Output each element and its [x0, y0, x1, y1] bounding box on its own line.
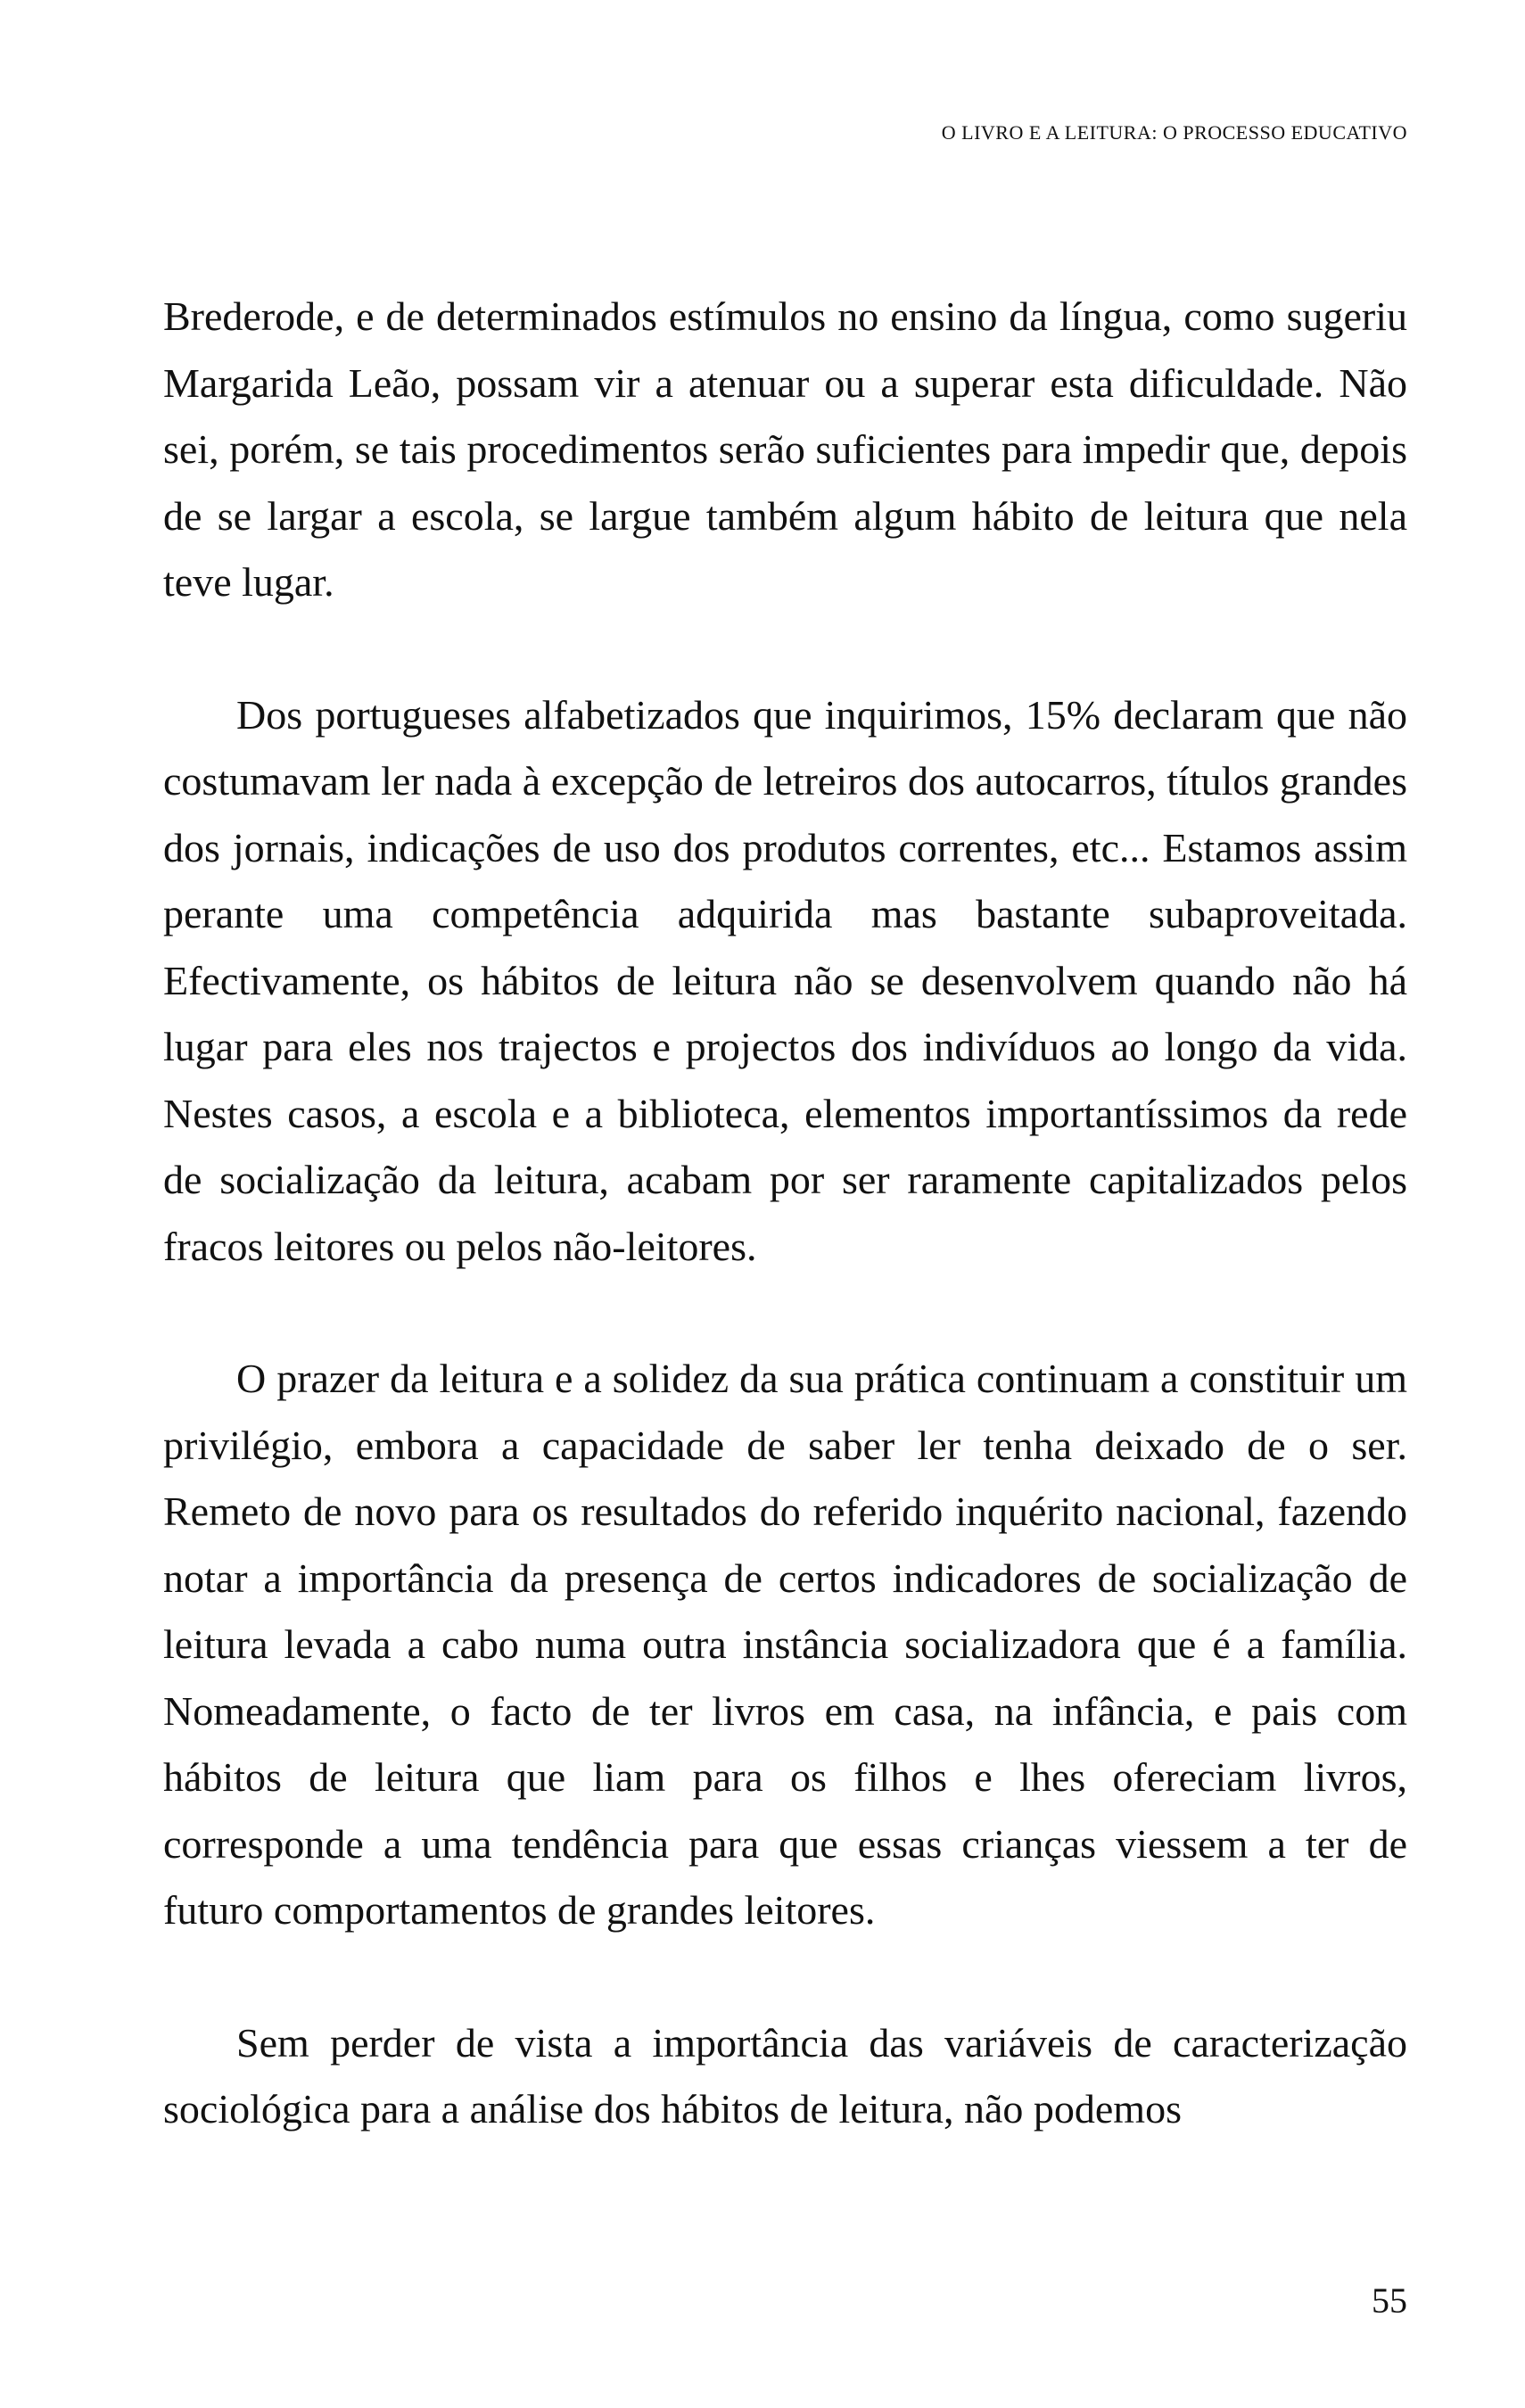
page-number: 55 — [1372, 2280, 1407, 2321]
paragraph-4: Sem perder de vista a importância das variáveis de caracterização sociológica para a análise dos hábitos de leitura, não podemos — [163, 2019, 1407, 2132]
paragraph-1: Brederode, e de determinados estímulos no ensino da língua, como sugeriu Margarida Leão, possam vir a atenuar ou a superar esta dificuldade. Não sei, porém, se tais procedimentos serão suficientes para impedir que, depois de se largar a escola, se largue também algum hábito de leitura que nela teve lugar. — [163, 293, 1407, 605]
running-header: O LIVRO E A LEITURA: O PROCESSO EDUCATIVO — [941, 121, 1407, 144]
body-text — [163, 284, 1407, 2209]
paragraph-3: O prazer da leitura e a solidez da sua prática continuam a constituir um privilégio, embora a capacidade de saber ler tenha deixado de o ser. Remeto de novo para os resultados do referido inquérito nacional, fazendo notar a importância da presença de certos indicadores de socialização de leitura levada a cabo numa outra instância socializadora que é a família. Nomeadamente, o facto de ter livros em casa, na infância, e pais com hábitos de leitura que liam para os filhos e lhes ofereciam livros, corresponde a uma tendência para que essas crianças viessem a ter de futuro comportamentos de grandes leitores. — [163, 1356, 1407, 1933]
paragraph-2: Dos portugueses alfabetizados que inquirimos, 15% declaram que não costumavam ler nada à excepção de letreiros dos autocarros, títulos grandes dos jornais, indicações de uso dos produtos correntes, etc... Estamos assim perante uma competência adquirida mas bastante subaproveitada. Efectivamente, os hábitos de leitura não se desenvolvem quando não há lugar para eles nos trajectos e projectos dos indivíduos ao longo da vida. Nestes casos, a escola e a biblioteca, elementos importantíssimos da rede de socialização da leitura, acabam por ser raramente capitalizados pelos fracos leitores ou pelos não-leitores. — [163, 691, 1407, 1269]
